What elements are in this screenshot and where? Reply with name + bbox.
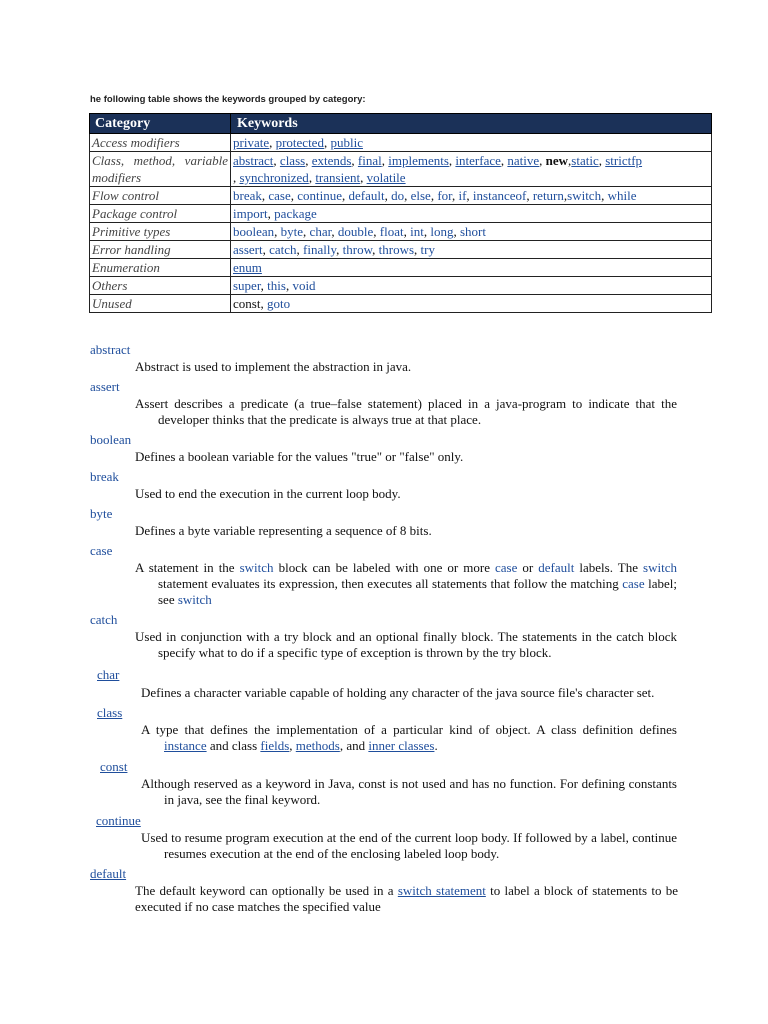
keyword-link[interactable]: public (330, 135, 363, 150)
link-instance[interactable]: instance (164, 738, 207, 753)
keyword-text: const (233, 296, 261, 311)
keywords-cell: private, protected, public (231, 134, 712, 152)
category-cell: Class, method, variable modifiers (90, 152, 231, 187)
text-run: or (517, 560, 539, 575)
header-keywords: Keywords (231, 114, 712, 134)
table-row (90, 295, 712, 313)
definition-entry (0, 467, 768, 486)
text-run: labels. The (574, 560, 644, 575)
keyword-link[interactable]: extends (311, 153, 352, 168)
keyword-text: return (532, 188, 564, 203)
table-row (90, 187, 712, 205)
category-cell: Others (90, 277, 231, 295)
keyword-text: long (430, 224, 454, 239)
keyword-text: try (420, 242, 435, 257)
definition-entry (0, 541, 768, 560)
keyword-text: break (233, 188, 262, 203)
keyword-text: this (267, 278, 286, 293)
keyword-link[interactable]: class (279, 153, 306, 168)
category-cell: Primitive types (90, 223, 231, 241)
text-run: A statement in the (135, 560, 240, 575)
keyword-text: else (410, 188, 431, 203)
definition-text: Defines a character variable capable of holding any character of the java source file's character set. (141, 685, 655, 700)
keyword-link[interactable]: volatile (366, 170, 406, 185)
definition-text (141, 722, 677, 754)
keyword-text: continue (297, 188, 343, 203)
keyword-link[interactable]: transient (315, 170, 361, 185)
definition-entry (0, 810, 768, 830)
keyword-text: float (379, 224, 404, 239)
table-row (90, 223, 712, 241)
keyword-definitions (0, 341, 768, 917)
text-run: , (289, 738, 296, 753)
keyword-text: assert (233, 242, 263, 257)
term-catch: catch (90, 612, 118, 627)
table-row (90, 241, 712, 259)
keyword-text: double (337, 224, 374, 239)
definition-entry (0, 864, 768, 883)
link-switch-statement[interactable]: switch statement (397, 883, 486, 898)
definition-entry (0, 756, 768, 776)
term-boolean: boolean (90, 432, 132, 447)
keyword-text: switch (567, 188, 602, 203)
definition-entry (0, 430, 768, 449)
definition-text (135, 883, 678, 915)
keyword-ref[interactable]: case (495, 560, 518, 575)
keywords-cell: import, package (231, 205, 712, 223)
term-const[interactable]: const (100, 759, 128, 774)
keyword-text: finally (303, 242, 337, 257)
definition-entry (0, 703, 768, 722)
keyword-text: default (348, 188, 385, 203)
keyword-link[interactable]: protected (275, 135, 324, 150)
keyword-text: import (233, 206, 268, 221)
keyword-text: new (545, 153, 569, 168)
term-abstract: abstract (90, 342, 131, 357)
term-case: case (90, 543, 113, 558)
definition-entry (0, 663, 768, 685)
keyword-text: if (458, 188, 467, 203)
definition-text: Assert describes a predicate (a true–false statement) placed in a java-program to indicate that the developer thinks that the predicate is always true at that place. (135, 396, 677, 427)
keyword-link[interactable]: interface (455, 153, 501, 168)
keyword-text: int (410, 224, 424, 239)
text-run: to label a block of statements to be executed if no case matches the specified value (135, 883, 678, 914)
keywords-cell: assert, catch, finally, throw, throws, try (231, 241, 712, 259)
keyword-text: throw (342, 242, 373, 257)
category-cell: Package control (90, 205, 231, 223)
table-row (90, 277, 712, 295)
keyword-text: package (274, 206, 317, 221)
header-category: Category (90, 114, 231, 134)
keywords-cell: const, goto (231, 295, 712, 313)
definition-entry (0, 610, 768, 629)
keywords-table (89, 113, 712, 313)
table-row (90, 259, 712, 277)
keyword-link[interactable]: implements (388, 153, 449, 168)
keyword-ref[interactable]: switch (643, 560, 677, 575)
intro-text: he following table shows the keywords grouped by category: (90, 94, 366, 105)
keywords-cell (231, 259, 712, 277)
keyword-text: char (309, 224, 332, 239)
category-cell: Enumeration (90, 259, 231, 277)
keyword-link[interactable]: static (571, 153, 599, 168)
keyword-link[interactable]: strictfp (605, 153, 643, 168)
category-cell: Access modifiers (90, 134, 231, 152)
definition-entry (0, 504, 768, 523)
link-inner-classes[interactable]: inner classes (368, 738, 435, 753)
text-run: statement evaluates its expression, then executes all statements that follow the matching (158, 576, 623, 591)
text-run: label; see (158, 576, 677, 607)
definition-text: Used to end the execution in the current loop body. (135, 486, 401, 501)
definition-text (135, 560, 677, 608)
keywords-cell: break, case, continue, default, do, else, for, if, instanceof, return,switch, while (231, 187, 712, 205)
keyword-link[interactable]: final (357, 153, 382, 168)
category-cell: Flow control (90, 187, 231, 205)
term-break: break (90, 469, 119, 484)
link-methods[interactable]: methods (295, 738, 340, 753)
keyword-text: catch (269, 242, 297, 257)
keyword-link[interactable]: enum (233, 260, 262, 275)
keyword-ref[interactable]: switch (177, 592, 212, 607)
term-byte: byte (90, 506, 113, 521)
definition-text: Abstract is used to implement the abstraction in java. (135, 359, 412, 374)
keyword-text: boolean (233, 224, 275, 239)
category-cell: Unused (90, 295, 231, 313)
table-header-row (90, 114, 712, 134)
definition-text: Defines a byte variable representing a sequence of 8 bits. (135, 523, 432, 538)
keyword-text: for (437, 188, 452, 203)
definition-text: Defines a boolean variable for the values "true" or "false" only. (135, 449, 464, 464)
link-fields[interactable]: fields (260, 738, 290, 753)
table-row (90, 152, 712, 187)
term-char[interactable]: char (97, 667, 120, 682)
keywords-cell: super, this, void (231, 277, 712, 295)
keyword-link[interactable]: private (233, 135, 270, 150)
table-row (90, 205, 712, 223)
keyword-ref[interactable]: switch (239, 560, 274, 575)
term-continue[interactable]: continue (96, 813, 141, 828)
keyword-text: goto (266, 296, 291, 311)
keyword-text: while (607, 188, 637, 203)
keyword-link[interactable]: abstract (233, 153, 274, 168)
term-default[interactable]: default (90, 866, 127, 881)
text-run: . (434, 738, 438, 753)
keyword-ref[interactable]: case (622, 576, 645, 591)
keyword-text: throws (378, 242, 415, 257)
definition-entry (0, 377, 768, 396)
keyword-link[interactable]: synchronized (239, 170, 309, 185)
term-class[interactable]: class (97, 705, 123, 720)
table-row (90, 134, 712, 152)
definition-text: Although reserved as a keyword in Java, const is not used and has no function. For defining constants in java, see the final keyword. (141, 776, 677, 807)
keyword-link[interactable]: native (507, 153, 540, 168)
keyword-text: void (292, 278, 316, 293)
keyword-text: do (391, 188, 405, 203)
keyword-text: super (233, 278, 261, 293)
text-run: block can be labeled with one or more (273, 560, 495, 575)
category-cell: Error handling (90, 241, 231, 259)
keyword-text: case (268, 188, 291, 203)
definition-text: Used to resume program execution at the end of the current loop body. If followed by a label, continue resumes execution at the end of the enclosing labeled loop body. (141, 830, 677, 861)
keywords-cell: abstract, class, extends, final, implements, interface, native, new,static, strictfp , synchronized, transient, volatile (231, 152, 712, 187)
text-run: The default keyword can optionally be used in a (135, 883, 398, 898)
text-run: and class (206, 738, 261, 753)
keyword-text: short (459, 224, 486, 239)
text-run: , and (339, 738, 369, 753)
definition-entry (0, 341, 768, 359)
keyword-text: byte (280, 224, 304, 239)
term-assert: assert (90, 379, 120, 394)
text-run: A type that defines the implementation of a particular kind of object. A class definition defines (141, 722, 677, 737)
keywords-cell: boolean, byte, char, double, float, int, long, short (231, 223, 712, 241)
keyword-text: instanceof (472, 188, 527, 203)
keyword-ref[interactable]: default (538, 560, 575, 575)
definition-text: Used in conjunction with a try block and an optional finally block. The statements in the catch block specify what to do if a specific type of exception is thrown by the try block. (135, 629, 677, 660)
